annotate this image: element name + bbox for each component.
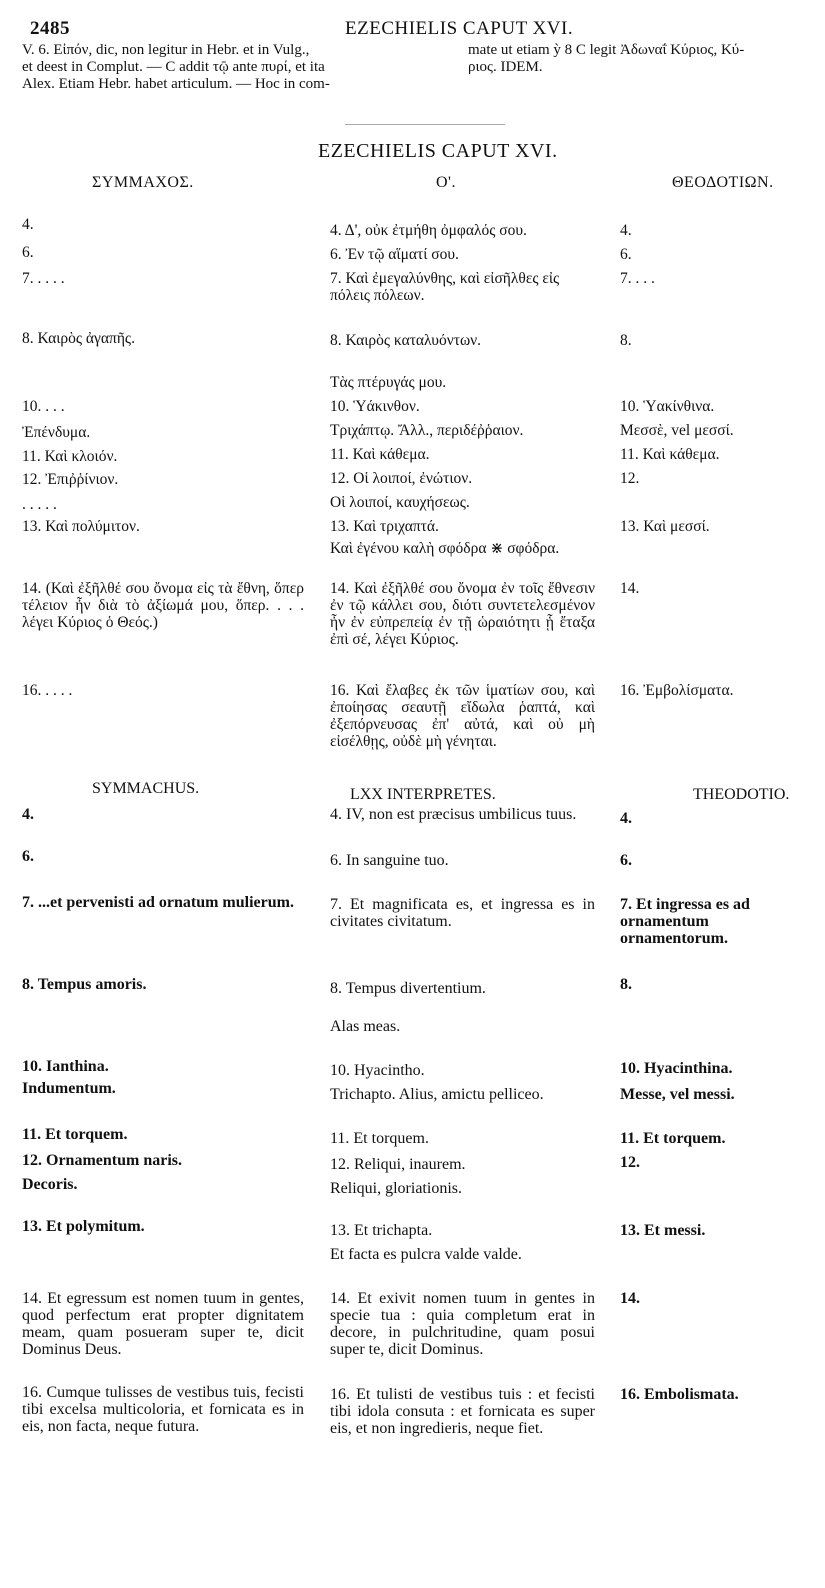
greek-theo-v8: 8. (620, 332, 632, 349)
greek-lxx-v12b: Οἱ λοιποί, καυχήσεως. (330, 494, 470, 511)
latin-theo-v13: 13. Et messi. (620, 1222, 706, 1239)
latin-sym-v7: 7. ...et pervenisti ad ornatum mulierum. (22, 894, 294, 911)
latin-lxx-v13b: Et facta es pulcra valde valde. (330, 1246, 522, 1263)
latin-sym-v13: 13. Et polymitum. (22, 1218, 145, 1235)
latin-theo-v11: 11. Et torquem. (620, 1130, 726, 1147)
greek-lxx-v10: 10. Ὑάκινθον. (330, 398, 420, 415)
greek-theo-v4: 4. (620, 222, 632, 239)
greek-sym-v4: 4. (22, 216, 34, 233)
latin-lxx-v10: 10. Hyacintho. (330, 1062, 425, 1079)
greek-lxx-v4: 4. Δ', οὐκ ἐτμήθη ὀμφαλός σου. (330, 222, 527, 239)
latin-theo-v6: 6. (620, 852, 632, 869)
greek-sym-v13: 13. Καὶ πολύμιτον. (22, 518, 140, 535)
latin-lxx-v11: 11. Et torquem. (330, 1130, 429, 1147)
latin-sym-v4: 4. (22, 806, 34, 823)
greek-sym-v14: 14. (Καὶ ἐξῆλθέ σου ὄνομα εἰς τὰ ἔθνη, ὅπερ τέλειον ἦν διὰ τὸ ἀξίωμά μου, ὅπερ. . . . λέγει Κύριος ὁ Θεός.) (22, 580, 304, 631)
latin-lxx-v14: 14. Et exivit nomen tuum in gentes in specie tua : quia completum erat in decore, in pulchritudine, quam posui super te, dicit Dominus. (330, 1290, 595, 1358)
greek-theo-v10: 10. Ὑακίνθινα. (620, 398, 715, 415)
latin-lxx-v13: 13. Et trichapta. (330, 1222, 433, 1239)
greek-theo-v6: 6. (620, 246, 632, 263)
latin-sym-v12b: Decoris. (22, 1176, 78, 1193)
header-symmachus-greek: ΣΥΜΜΑΧΟΣ. (92, 174, 194, 191)
note-left: V. 6. Εἰπόν, dic, non legitur in Hebr. et in Vulg., et deest in Complut. — C addit τῷ ante πυρί, et ita Alex. Etiam Hebr. habet articulum. — Hoc in com- (22, 42, 330, 92)
greek-sym-v16: 16. . . . . (22, 682, 73, 699)
latin-theo-v10b: Messe, vel messi. (620, 1086, 735, 1103)
latin-lxx-v12: 12. Reliqui, inaurem. (330, 1156, 466, 1173)
latin-sym-v14: 14. Et egressum est nomen tuum in gentes, quod perfectum erat propter dignitatem meam, quam posueram super te, dicit Dominus Deus. (22, 1290, 304, 1358)
latin-theo-v10: 10. Hyacinthina. (620, 1060, 733, 1077)
latin-lxx-v6: 6. In sanguine tuo. (330, 852, 449, 869)
greek-lxx-v13: 13. Καὶ τριχαπτά. (330, 518, 439, 535)
header-lxx-latin: LXX INTERPRETES. (350, 786, 496, 803)
latin-sym-v16: 16. Cumque tulisses de vestibus tuis, fecisti tibi excelsa multicoloria, et fornicata es in eis, non facta, neque futura. (22, 1384, 304, 1435)
header-lxx-greek: Ο'. (436, 174, 456, 191)
greek-sym-v6: 6. (22, 244, 34, 261)
latin-lxx-v16: 16. Et tulisti de vestibus tuis : et fecisti tibi idola consuta : et fornicata es super eis, et non ingredieris, neque fiet. (330, 1386, 595, 1437)
latin-theo-v14: 14. (620, 1290, 640, 1307)
page-number: 2485 (30, 18, 70, 39)
greek-lxx-v8b: Τὰς πτέρυγάς μου. (330, 374, 447, 391)
divider (345, 124, 505, 125)
latin-sym-v10b: Indumentum. (22, 1080, 116, 1097)
latin-theo-v4: 4. (620, 810, 632, 827)
latin-theo-v7: 7. Et ingressa es ad ornamentum ornamentorum. (620, 896, 750, 947)
latin-theo-v8: 8. (620, 976, 632, 993)
greek-sym-v10: 10. . . . (22, 398, 65, 415)
latin-sym-v11: 11. Et torquem. (22, 1126, 128, 1143)
latin-lxx-v7: 7. Et magnificata es, et ingressa es in civitates civitatum. (330, 896, 595, 930)
latin-lxx-v4: 4. IV, non est præcisus umbilicus tuus. (330, 806, 577, 823)
latin-lxx-v8b: Alas meas. (330, 1018, 401, 1035)
greek-sym-v12b: . . . . . (22, 496, 57, 513)
latin-lxx-v8: 8. Tempus divertentium. (330, 980, 486, 997)
greek-sym-v7: 7. . . . . (22, 270, 65, 287)
running-title: EZECHIELIS CAPUT XVI. (345, 18, 574, 39)
greek-theo-v7: 7. . . . (620, 270, 655, 287)
greek-lxx-v12: 12. Οἱ λοιποί, ἐνώτιον. (330, 470, 473, 487)
greek-lxx-v7: 7. Καὶ ἐμεγαλύνθης, καὶ εἰσῆλθες εἰς πόλεις πόλεων. (330, 270, 560, 304)
latin-lxx-v12b: Reliqui, gloriationis. (330, 1180, 462, 1197)
latin-sym-v6: 6. (22, 848, 34, 865)
greek-theo-v16: 16. Ἐμβολίσματα. (620, 682, 734, 699)
greek-sym-v10b: Ἐπένδυμα. (22, 424, 91, 441)
greek-theo-v10b: Μεσσὲ, vel μεσσί. (620, 422, 734, 439)
greek-sym-v12: 12. Ἐπιῤῥίνιον. (22, 471, 119, 488)
latin-theo-v12: 12. (620, 1154, 640, 1171)
header-symmachus-latin: SYMMACHUS. (92, 780, 200, 797)
greek-lxx-v14: 14. Καὶ ἐξῆλθέ σου ὄνομα ἐν τοῖς ἔθνεσιν ἐν τῷ κάλλει σου, διότι συντετελεσμένον ἦν ἐν εὐπρεπείᾳ ἐν τῇ ὡραιότητι ᾗ ἔταξα ἐπὶ σέ, λέγει Κύριος. (330, 580, 595, 648)
greek-lxx-v6: 6. Ἐν τῷ αἵματί σου. (330, 246, 459, 263)
latin-sym-v12: 12. Ornamentum naris. (22, 1152, 182, 1169)
greek-lxx-v16: 16. Καὶ ἔλαβες ἐκ τῶν ἱματίων σου, καὶ ἐποίησας σεαυτῇ εἴδωλα ῥαπτά, καὶ ἐξεπόρνευσας ἐπ' αὐτά, καὶ οὐ μὴ εἰσέλθῃς, οὐδὲ μὴ γένηται. (330, 682, 595, 750)
greek-lxx-v8: 8. Καιρὸς καταλυόντων. (330, 332, 482, 349)
greek-theo-v12: 12. (620, 470, 640, 487)
latin-sym-v10: 10. Ianthina. (22, 1058, 109, 1075)
section-title: EZECHIELIS CAPUT XVI. (318, 140, 558, 162)
greek-theo-v14: 14. (620, 580, 640, 597)
greek-theo-v11: 11. Καὶ κάθεμα. (620, 446, 720, 463)
header-theodotion-latin: THEODOTIO. (693, 786, 790, 803)
latin-theo-v16: 16. Embolismata. (620, 1386, 739, 1403)
greek-sym-v11: 11. Καὶ κλοιόν. (22, 448, 118, 465)
latin-sym-v8: 8. Tempus amoris. (22, 976, 147, 993)
note-right: mate ut etiam ỳ 8 C legit Ἀδωναΐ Κύριος, Κύ- ριος. IDEM. (468, 42, 745, 75)
greek-lxx-v10b: Τριχάπτῳ. Ἄλλ., περιδέῤῥαιον. (330, 422, 524, 439)
header-theodotion-greek: ΘΕΟΔΟΤΙΩΝ. (672, 174, 774, 191)
greek-sym-v8: 8. Καιρὸς ἀγαπῆς. (22, 330, 135, 347)
greek-lxx-v13b: Καὶ ἐγένου καλὴ σφόδρα ⋇ σφόδρα. (330, 540, 560, 557)
greek-theo-v13: 13. Καὶ μεσσί. (620, 518, 710, 535)
greek-lxx-v11: 11. Καὶ κάθεμα. (330, 446, 430, 463)
latin-lxx-v10b: Trichapto. Alius, amictu pelliceo. (330, 1086, 544, 1103)
